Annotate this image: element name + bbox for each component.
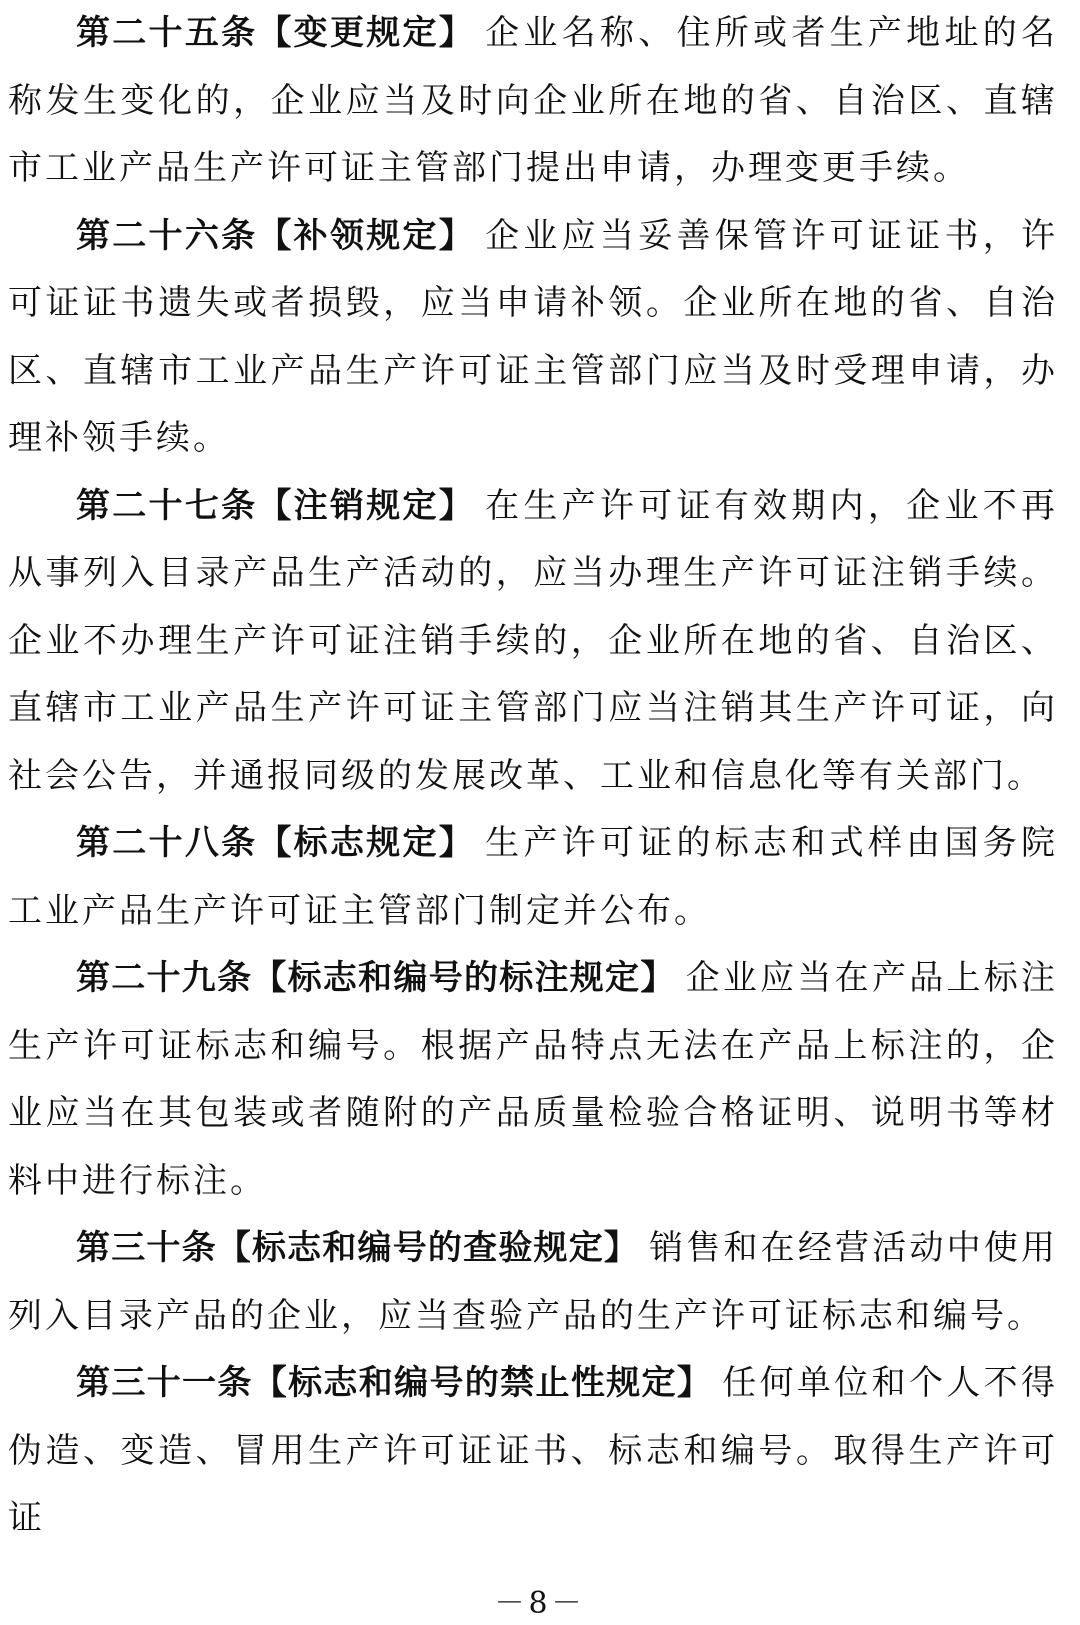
article-31 xyxy=(8,1350,1058,1553)
article-30 xyxy=(8,1215,1058,1350)
article-text: 生产许可证的标志和式样由国务院工业产品生产许可证主管部门制定并公布。 xyxy=(8,823,1059,931)
article-title: 【标志和编号的查验规定】 xyxy=(216,1228,640,1268)
article-title: 【变更规定】 xyxy=(257,13,476,53)
article-27 xyxy=(8,473,1058,811)
article-text: 任何单位和个人不得伪造、变造、冒用生产许可证证书、标志和编号。取得生产许可证 xyxy=(8,1363,1059,1538)
article-29 xyxy=(8,945,1058,1215)
article-title: 【标志和编号的禁止性规定】 xyxy=(252,1363,713,1403)
article-text: 在生产许可证有效期内，企业不再从事列入目录产品生产活动的，应当办理生产许可证注销手续。企业不办理生产许可证注销手续的，企业所在地的省、自治区、直辖市工业产品生产许可证主管部门应当注销其生产许可证，向社会公告，并通报同级的发展改革、工业和信息化等有关部门。 xyxy=(8,485,1059,796)
article-25 xyxy=(8,0,1058,203)
article-text: 销售和在经营活动中使用列入目录产品的企业，应当查验产品的生产许可证标志和编号。 xyxy=(8,1228,1059,1336)
article-number: 第二十九条 xyxy=(76,958,253,998)
article-text: 企业名称、住所或者生产地址的名称发生变化的，企业应当及时向企业所在地的省、自治区、直辖市工业产品生产许可证主管部门提出申请，办理变更手续。 xyxy=(8,13,1059,188)
article-title: 【标志规定】 xyxy=(257,823,476,863)
article-26 xyxy=(8,203,1058,473)
article-text: 企业应当在产品上标注生产许可证标志和编号。根据产品特点无法在产品上标注的，企业应当在其包装或者随附的产品质量检验合格证明、说明书等材料中进行标注。 xyxy=(8,958,1059,1201)
article-number: 第二十五条 xyxy=(76,13,258,53)
article-number: 第二十八条 xyxy=(76,823,258,863)
article-title: 【补领规定】 xyxy=(257,215,476,256)
article-number: 第三十条 xyxy=(76,1228,217,1268)
article-text: 企业应当妥善保管许可证证书，许可证证书遗失或者损毁，应当申请补领。企业所在地的省、自治区、直辖市工业产品生产许可证主管部门应当及时受理申请，办理补领手续。 xyxy=(8,215,1059,458)
article-28 xyxy=(8,810,1058,945)
page-number: －8－ xyxy=(494,1586,586,1621)
article-number: 第二十六条 xyxy=(76,215,258,256)
article-number: 第二十七条 xyxy=(76,485,258,526)
article-number: 第三十一条 xyxy=(76,1363,253,1403)
article-title: 【标志和编号的标注规定】 xyxy=(252,958,676,998)
document-page xyxy=(8,0,1058,1553)
article-title: 【注销规定】 xyxy=(257,485,476,526)
